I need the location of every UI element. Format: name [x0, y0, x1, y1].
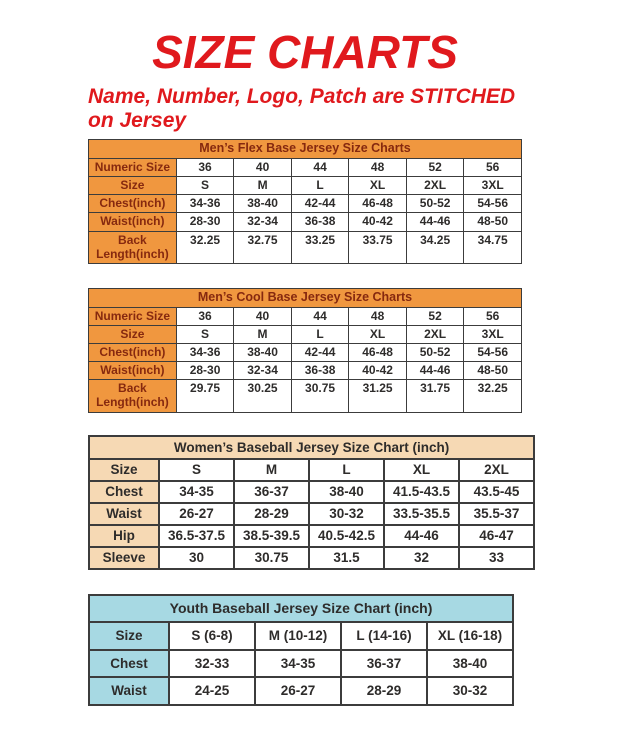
value-cell: L — [291, 177, 349, 195]
value-cell: 28-29 — [341, 677, 427, 705]
value-cell: M (10-12) — [255, 622, 341, 650]
value-cell: 32.25 — [464, 380, 522, 412]
value-cell: S (6-8) — [169, 622, 255, 650]
value-cell: XL (16-18) — [427, 622, 513, 650]
value-cell: S — [176, 177, 234, 195]
womens-table-title: Women’s Baseball Jersey Size Chart (inch) — [89, 436, 534, 460]
value-cell: 52 — [406, 158, 464, 176]
value-cell: 36-37 — [234, 481, 309, 503]
value-cell: 34-35 — [255, 650, 341, 678]
value-cell: 36 — [176, 307, 234, 325]
value-cell: 34-36 — [176, 343, 234, 361]
value-cell: 30-32 — [309, 503, 384, 525]
table-row — [89, 459, 534, 481]
row-label-cell: Hip — [89, 525, 159, 547]
value-cell: 44-46 — [406, 213, 464, 231]
row-label-cell: Numeric Size — [89, 158, 177, 176]
page-title: SIZE CHARTS — [152, 26, 458, 78]
value-cell: 48-50 — [464, 213, 522, 231]
table-row — [89, 158, 522, 176]
value-cell: 46-47 — [459, 525, 534, 547]
value-cell: 40 — [234, 158, 292, 176]
value-cell: 30-32 — [427, 677, 513, 705]
value-cell: 31.25 — [349, 380, 407, 412]
value-cell: 2XL — [459, 459, 534, 481]
value-cell: 44 — [291, 307, 349, 325]
value-cell: 28-29 — [234, 503, 309, 525]
row-label-cell: Waist(inch) — [89, 362, 177, 380]
value-cell: 34-35 — [159, 481, 234, 503]
table-row — [89, 622, 513, 650]
table-row — [89, 307, 522, 325]
value-cell: 32-34 — [234, 362, 292, 380]
value-cell: 28-30 — [176, 213, 234, 231]
value-cell: 29.75 — [176, 380, 234, 412]
value-cell: M — [234, 177, 292, 195]
value-cell: XL — [349, 177, 407, 195]
value-cell: 30.25 — [234, 380, 292, 412]
mens-flex-table-title: Men’s Flex Base Jersey Size Charts — [89, 140, 522, 159]
mens-flex-size-table — [88, 139, 522, 264]
row-label-cell: Size — [89, 325, 177, 343]
value-cell: L — [309, 459, 384, 481]
value-cell: 50-52 — [406, 343, 464, 361]
row-label-cell: Waist — [89, 677, 169, 705]
youth-table-title: Youth Baseball Jersey Size Chart (inch) — [89, 595, 513, 622]
value-cell: 30.75 — [291, 380, 349, 412]
value-cell: 44-46 — [384, 525, 459, 547]
value-cell: 38-40 — [234, 343, 292, 361]
row-label-cell: Size — [89, 622, 169, 650]
row-label-cell: Chest(inch) — [89, 195, 177, 213]
table-row — [89, 195, 522, 213]
row-label-cell: Chest — [89, 481, 159, 503]
table-row — [89, 213, 522, 231]
value-cell: 34-36 — [176, 195, 234, 213]
value-cell: 36-38 — [291, 213, 349, 231]
value-cell: 2XL — [406, 177, 464, 195]
size-tables-container — [88, 139, 550, 706]
table-row — [89, 525, 534, 547]
value-cell: 40.5-42.5 — [309, 525, 384, 547]
mens-cool-size-table — [88, 288, 522, 413]
value-cell: 32 — [384, 547, 459, 569]
value-cell: 32-34 — [234, 213, 292, 231]
row-label-cell: Waist — [89, 503, 159, 525]
table-row — [89, 547, 534, 569]
row-label-cell: Chest — [89, 650, 169, 678]
value-cell: 56 — [464, 158, 522, 176]
value-cell: 3XL — [464, 325, 522, 343]
value-cell: 33.75 — [349, 231, 407, 263]
row-label-cell: Sleeve — [89, 547, 159, 569]
value-cell: 26-27 — [159, 503, 234, 525]
value-cell: M — [234, 459, 309, 481]
value-cell: S — [176, 325, 234, 343]
value-cell: 43.5-45 — [459, 481, 534, 503]
table-row — [89, 677, 513, 705]
value-cell: 36-38 — [291, 362, 349, 380]
value-cell: XL — [349, 325, 407, 343]
value-cell: 46-48 — [349, 195, 407, 213]
value-cell: 32-33 — [169, 650, 255, 678]
row-label-cell: Back Length(inch) — [89, 380, 177, 412]
value-cell: 40 — [234, 307, 292, 325]
page-subtitle — [88, 85, 550, 133]
table-row — [89, 343, 522, 361]
value-cell: L — [291, 325, 349, 343]
value-cell: 33.5-35.5 — [384, 503, 459, 525]
value-cell: 50-52 — [406, 195, 464, 213]
value-cell: 52 — [406, 307, 464, 325]
row-label-cell: Waist(inch) — [89, 213, 177, 231]
value-cell: 31.75 — [406, 380, 464, 412]
womens-size-table — [88, 435, 535, 571]
value-cell: 54-56 — [464, 343, 522, 361]
value-cell: 48 — [349, 307, 407, 325]
value-cell: 46-48 — [349, 343, 407, 361]
value-cell: 2XL — [406, 325, 464, 343]
value-cell: 33 — [459, 547, 534, 569]
table-row — [89, 362, 522, 380]
value-cell: 36 — [176, 158, 234, 176]
value-cell: 3XL — [464, 177, 522, 195]
mens-cool-table-title: Men’s Cool Base Jersey Size Charts — [89, 288, 522, 307]
value-cell: M — [234, 325, 292, 343]
value-cell: 40-42 — [349, 213, 407, 231]
value-cell: 41.5-43.5 — [384, 481, 459, 503]
value-cell: 54-56 — [464, 195, 522, 213]
value-cell: 38-40 — [427, 650, 513, 678]
value-cell: 34.25 — [406, 231, 464, 263]
value-cell: 35.5-37 — [459, 503, 534, 525]
table-row — [89, 650, 513, 678]
value-cell: XL — [384, 459, 459, 481]
value-cell: 38-40 — [234, 195, 292, 213]
table-row — [89, 231, 522, 263]
value-cell: 31.5 — [309, 547, 384, 569]
table-row — [89, 503, 534, 525]
value-cell: 48 — [349, 158, 407, 176]
table-row — [89, 380, 522, 412]
value-cell: 34.75 — [464, 231, 522, 263]
value-cell: 36-37 — [341, 650, 427, 678]
value-cell: S — [159, 459, 234, 481]
page-subtitle-line1: Name, Number, Logo, Patch are STITCHED — [88, 85, 516, 109]
row-label-cell: Size — [89, 459, 159, 481]
value-cell: 36.5-37.5 — [159, 525, 234, 547]
value-cell: L (14-16) — [341, 622, 427, 650]
value-cell: 30 — [159, 547, 234, 569]
value-cell: 44-46 — [406, 362, 464, 380]
value-cell: 38.5-39.5 — [234, 525, 309, 547]
value-cell: 24-25 — [169, 677, 255, 705]
value-cell: 33.25 — [291, 231, 349, 263]
table-row — [89, 481, 534, 503]
value-cell: 56 — [464, 307, 522, 325]
row-label-cell: Numeric Size — [89, 307, 177, 325]
value-cell: 26-27 — [255, 677, 341, 705]
value-cell: 40-42 — [349, 362, 407, 380]
row-label-cell: Back Length(inch) — [89, 231, 177, 263]
table-row — [89, 177, 522, 195]
row-label-cell: Chest(inch) — [89, 343, 177, 361]
value-cell: 28-30 — [176, 362, 234, 380]
row-label-cell: Size — [89, 177, 177, 195]
youth-size-table — [88, 594, 514, 706]
page-subtitle-line2: on Jersey — [88, 109, 187, 133]
value-cell: 30.75 — [234, 547, 309, 569]
value-cell: 42-44 — [291, 195, 349, 213]
value-cell: 32.25 — [176, 231, 234, 263]
value-cell: 48-50 — [464, 362, 522, 380]
value-cell: 44 — [291, 158, 349, 176]
table-row — [89, 325, 522, 343]
value-cell: 38-40 — [309, 481, 384, 503]
value-cell: 42-44 — [291, 343, 349, 361]
value-cell: 32.75 — [234, 231, 292, 263]
